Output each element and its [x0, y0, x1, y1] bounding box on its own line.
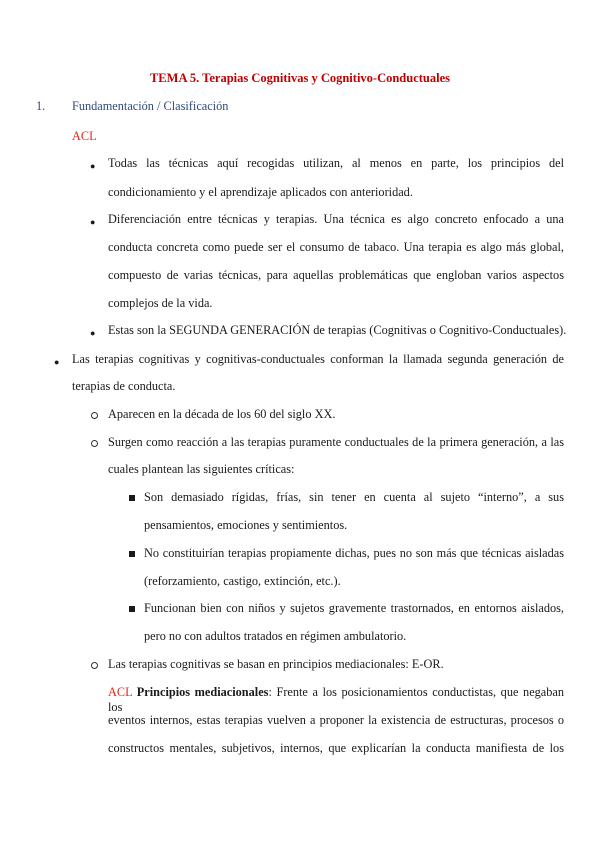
list-item-line: pero no con adultos tratados en régimen ambulatorio. [144, 629, 407, 643]
bullet-dot-icon: ● [90, 161, 96, 171]
bullet-circle-icon [91, 662, 98, 669]
list-item-line: terapias de conducta. [72, 379, 176, 393]
list-item-line: conducta concreta como puede ser el consumo de tabaco. Una terapia es algo más global, [108, 240, 564, 254]
mediacionales-text: : Frente a los posicionamientos conductistas, que negaban los [108, 685, 565, 714]
bullet-square-icon [129, 551, 135, 557]
list-item-line: constructos mentales, subjetivos, internos, que explicarían la conducta manifiesta de los [108, 741, 564, 755]
list-item-line: Todas las técnicas aquí recogidas utilizan, al menos en parte, los principios del [108, 156, 564, 170]
list-item-line: cuales plantean las siguientes críticas: [108, 462, 295, 476]
list-item-line: Son demasiado rígidas, frías, sin tener en cuenta al sujeto “interno”, a sus [144, 490, 564, 504]
list-item-line: No constituirían terapias propiamente dichas, pues no son más que técnicas aisladas [144, 546, 564, 560]
list-item-line: Diferenciación entre técnicas y terapias. Una técnica es algo concreto enfocado a una [108, 212, 564, 226]
list-item-line: Aparecen en la década de los 60 del siglo XX. [108, 407, 336, 421]
list-item-line: Funcionan bien con niños y sujetos gravemente trastornados, en entornos aislados, [144, 601, 564, 615]
list-item-line: Estas son la SEGUNDA GENERACIÓN de terapias (Cognitivas o Cognitivo-Conductuales). [108, 323, 567, 337]
list-item-line: Las terapias cognitivas se basan en principios mediacionales: E-OR. [108, 657, 444, 671]
document-title: TEMA 5. Terapias Cognitivas y Cognitivo-Conductuales [149, 71, 451, 85]
bullet-square-icon [129, 606, 135, 612]
acl-label: ACL [108, 685, 133, 699]
list-item-line: complejos de la vida. [108, 296, 213, 310]
principios-term: Principios mediacionales [136, 685, 269, 699]
acl-label: ACL [72, 129, 97, 143]
list-item-line: condicionamiento y el aprendizaje aplicados con anterioridad. [108, 185, 413, 199]
list-item-line: eventos internos, estas terapias vuelven a proponer la existencia de estructuras, procesos o [108, 713, 564, 727]
bullet-dot-icon: ● [90, 217, 96, 227]
bullet-circle-icon [91, 412, 98, 419]
mediacionales-first-line [108, 685, 564, 715]
list-item-line: compuesto de varias técnicas, para aquellas problemáticas que engloban varios aspectos [108, 268, 564, 282]
list-item-line: (reforzamiento, castigo, extinción, etc.). [144, 574, 341, 588]
section-number: 1. [36, 99, 46, 113]
section-heading: Fundamentación / Clasificación [72, 99, 229, 113]
bullet-dot-icon: ● [54, 357, 60, 367]
list-item-line: Las terapias cognitivas y cognitivas-conductuales conforman la llamada segunda generación de [72, 352, 564, 366]
bullet-dot-icon: ● [90, 328, 96, 338]
bullet-circle-icon [91, 440, 98, 447]
list-item-line: pensamientos, emociones y sentimientos. [144, 518, 348, 532]
bullet-square-icon [129, 495, 135, 501]
list-item-line: Surgen como reacción a las terapias puramente conductuales de la primera generación, a las [108, 435, 564, 449]
